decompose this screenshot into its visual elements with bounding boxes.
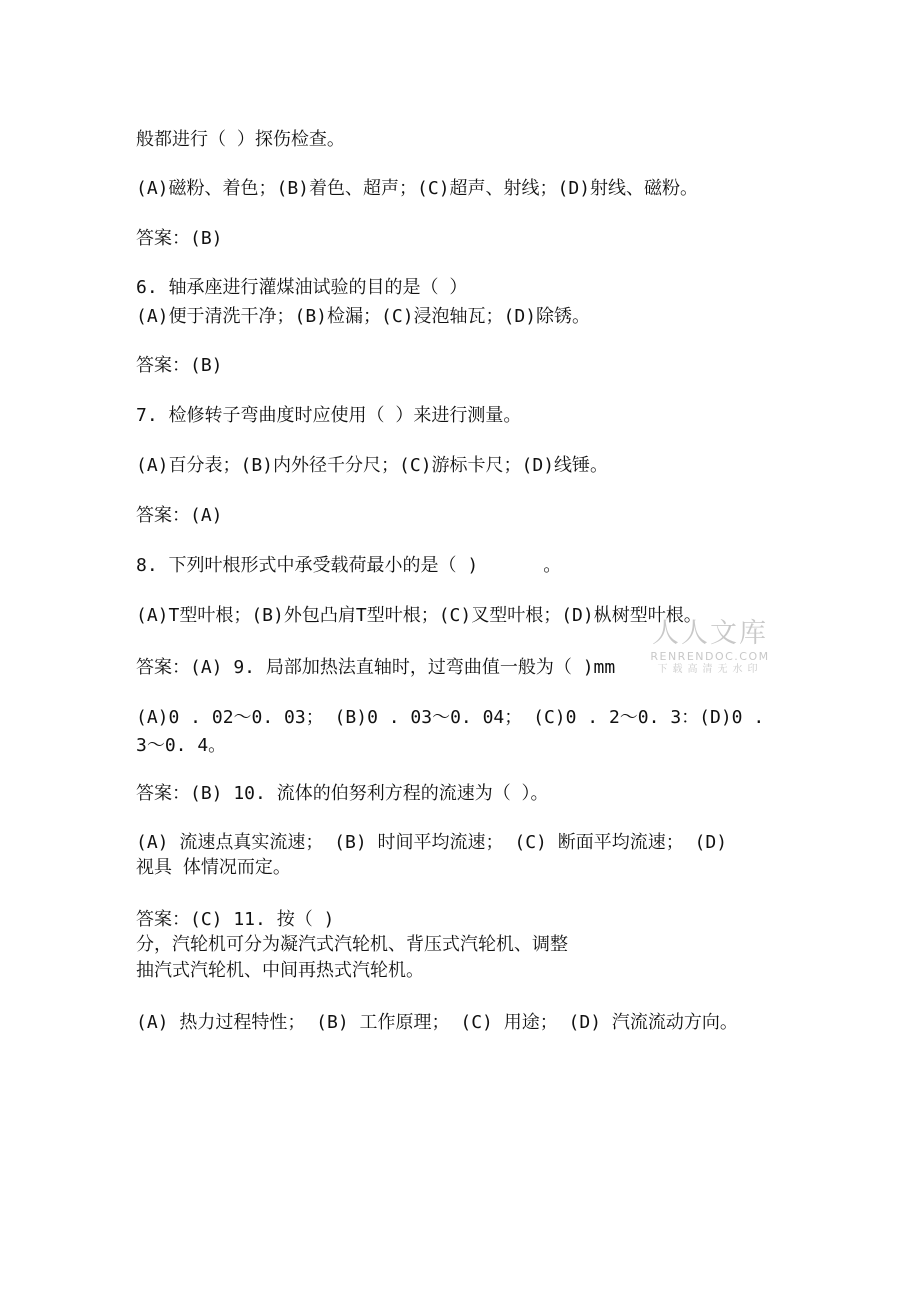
question-6-line: 6. 轴承座进行灌煤油试验的目的是（ ） <box>136 277 468 298</box>
answer-options-line: (A)便于清洗干净；(B)检漏；(C)浸泡轴瓦；(D)除锈。 <box>136 306 591 327</box>
question-text-line: 般都进行（ ）探伤检查。 <box>136 129 345 150</box>
answer-key-line: 答案：(B) <box>136 355 223 376</box>
answer-key-question-11-line: 答案：(C) 11. 按（ ) <box>136 909 335 930</box>
question-text-line: 分，汽轮机可分为凝汽式汽轮机、背压式汽轮机、调整 <box>136 934 568 955</box>
watermark-title: 人人文库 <box>652 618 768 649</box>
question-8-line: 8. 下列叶根形式中承受载荷最小的是（ ) 。 <box>136 555 562 576</box>
answer-options-line: (A)0 . 02～0. 03； (B)0 . 03～0. 04； (C)0 . 2～0. 3：(D)0 . <box>136 707 765 728</box>
answer-options-continued-line: 3～0. 4。 <box>136 735 227 756</box>
answer-key-question-9-line: 答案：(A) 9. 局部加热法直轴时，过弯曲值一般为（ )mm <box>136 657 616 678</box>
answer-key-line: 答案：(A) <box>136 505 223 526</box>
answer-options-line: (A)磁粉、着色；(B)着色、超声；(C)超声、射线；(D)射线、磁粉。 <box>136 178 699 199</box>
watermark-site: RENRENDOC.COM <box>650 650 770 663</box>
answer-options-line: (A)百分表；(B)内外径千分尺；(C)游标卡尺；(D)线锤。 <box>136 455 609 476</box>
watermark-subtitle: 下载高清无水印 <box>657 664 763 675</box>
answer-options-line: (A) 热力过程特性； (B) 工作原理； (C) 用途； (D) 汽流流动方向。 <box>136 1012 738 1033</box>
answer-options-line: (A) 流速点真实流速； (B) 时间平均流速； (C) 断面平均流速； (D) <box>136 832 728 853</box>
watermark-logo <box>646 618 774 676</box>
answer-options-line: (A)T型叶根；(B)外包凸肩T型叶根；(C)叉型叶根；(D)枞树型叶根。 <box>136 605 702 626</box>
answer-key-question-10-line: 答案：(B) 10. 流体的伯努利方程的流速为（ ）。 <box>136 783 549 804</box>
answer-options-continued-line: 视具 体情况而定。 <box>136 857 291 878</box>
question-7-line: 7. 检修转子弯曲度时应使用（ ）来进行测量。 <box>136 405 522 426</box>
question-text-line: 抽汽式汽轮机、中间再热式汽轮机。 <box>136 960 424 981</box>
answer-key-line: 答案：(B) <box>136 228 223 249</box>
